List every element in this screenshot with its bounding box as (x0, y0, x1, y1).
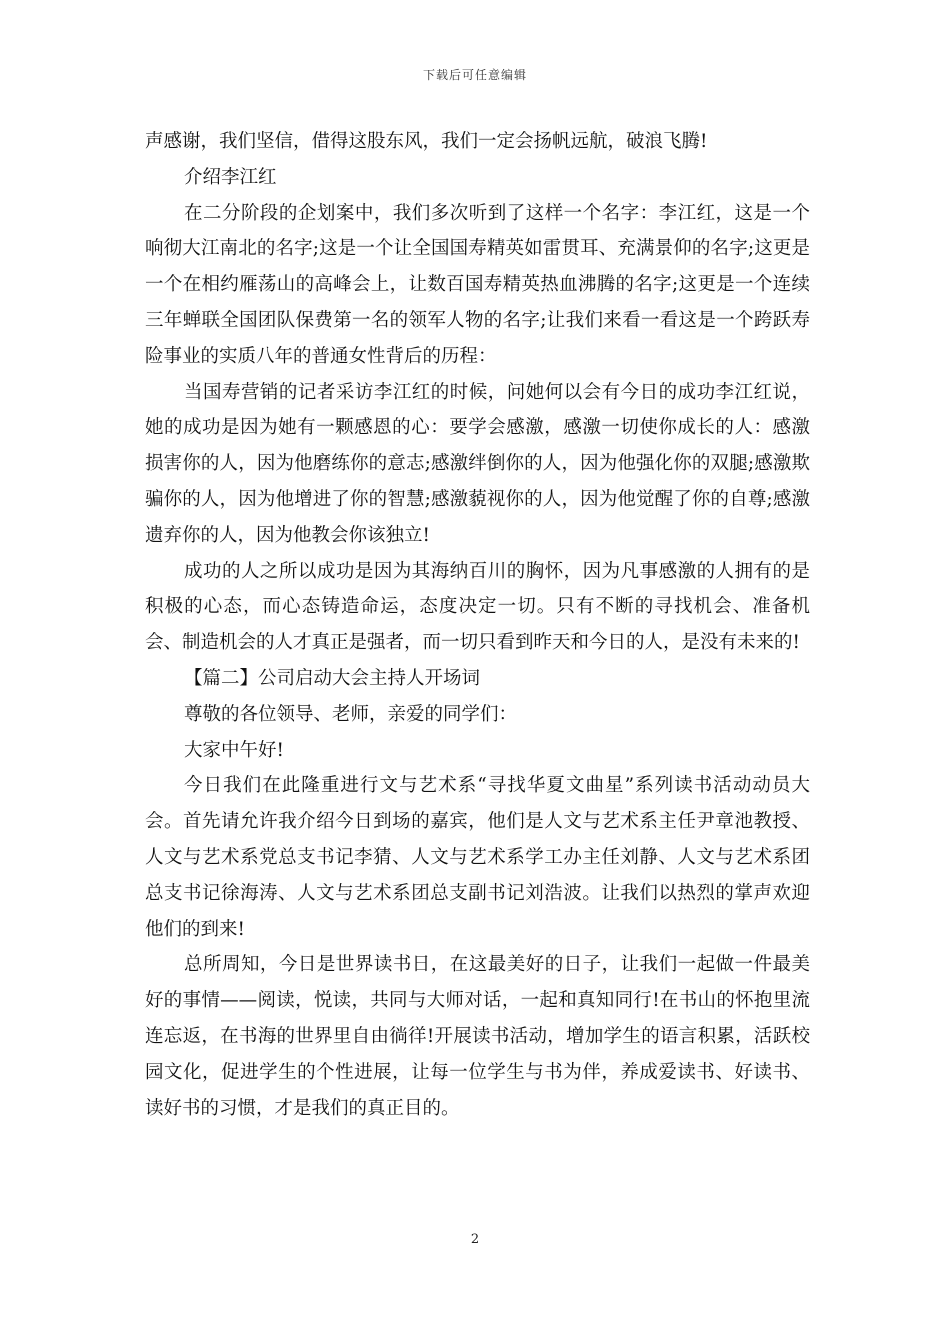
paragraph-greeting: 大家中午好! (184, 739, 284, 761)
paragraph-heading-introduce: 介绍李江红 (184, 166, 277, 188)
page-number: 2 (470, 1232, 480, 1247)
paragraph-reading-day: 总所周知，今日是世界读书日，在这最美好的日子，让我们一起做一件最美好的事情——阅读，悦读，共同与大师对话，一起和真知同行!在书山的怀抱里流连忘返，在书海的世界里自由徜徉!开展读书活动，增加学生的语言积累，活跃校园文化，促进学生的个性进展，让每一位学生与书为伴，养成爱读书、好读书、读好书的习惯，才是我们的真正目的。 (145, 954, 810, 1119)
document-body (145, 124, 810, 1126)
paragraph-introduction: 在二分阶段的企划案中，我们多次听到了这样一个名字：李江红，这是一个响彻大江南北的名字;这是一个让全国国寿精英如雷贯耳、充满景仰的名字;这更是一个在相约雁荡山的高峰会上，让数百国寿精英热血沸腾的名字;这更是一个连续三年蝉联全国团队保费第一名的领军人物的名字;让我们来看一看这是一个跨跃寿险事业的实质八年的普通女性背后的历程： (145, 202, 810, 367)
paragraph-closing-thanks: 声感谢，我们坚信，借得这股东风，我们一定会扬帆远航，破浪飞腾! (145, 131, 708, 152)
paragraph-guests: 今日我们在此隆重进行文与艺术系“寻找华夏文曲星”系列读书活动动员大会。首先请允许我介绍今日到场的嘉宾，他们是人文与艺术系主任尹章池教授、人文与艺术系党总支书记李猜、人文与艺术系学工办主任刘静、人文与艺术系团总支书记徐海涛、人文与艺术系团总支副书记刘浩波。让我们以热烈的掌声欢迎他们的到来! (145, 775, 810, 940)
paragraph-salutation: 尊敬的各位领导、老师，亲爱的同学们： (184, 703, 518, 725)
paragraph-success: 成功的人之所以成功是因为其海纳百川的胸怀，因为凡事感激的人拥有的是积极的心态，而心态铸造命运，态度决定一切。只有不断的寻找机会、准备机会、制造机会的人才真正是强者，而一切只看到昨天和今日的人，是没有未来的! (145, 560, 810, 654)
section-heading: 【篇二】公司启动大会主持人开场词 (184, 667, 481, 689)
paragraph-interview: 当国寿营销的记者采访李江红的时候，问她何以会有今日的成功李江红说，她的成功是因为她有一颗感恩的心：要学会感激，感激一切使你成长的人：感激损害你的人，因为他磨练你的意志;感激绊倒你的人，因为他强化你的双腿;感激欺骗你的人，因为他增进了你的智慧;感激藐视你的人，因为他觉醒了你的自尊;感激遗弃你的人，因为他教会你该独立! (145, 381, 810, 546)
header-note: 下载后可任意编辑 (422, 68, 527, 82)
